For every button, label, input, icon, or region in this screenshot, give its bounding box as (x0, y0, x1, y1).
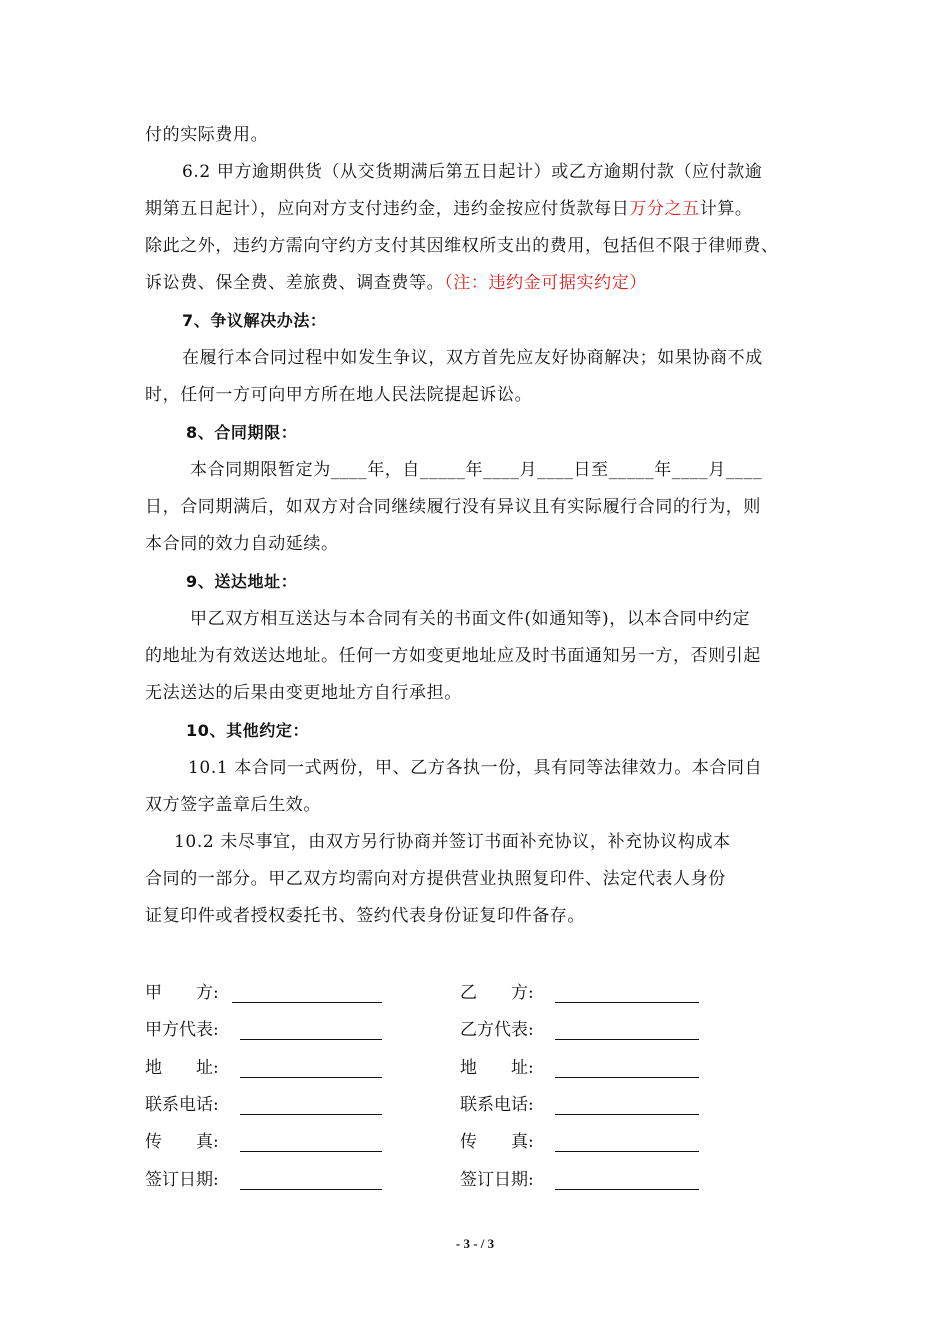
paragraph-line: 10.2 未尽事宜，由双方另行协商并签订书面补充协议，补充协议构成本 (174, 832, 731, 852)
sig-line[interactable] (555, 1002, 699, 1003)
paragraph-line: 双方签字盖章后生效。 (145, 795, 321, 815)
text-run: 期第五日起计），应向对方支付违约金，违约金按应付货款每日 (145, 199, 630, 219)
section-heading: 8、合同期限： (186, 423, 298, 442)
paragraph-line: 付的实际费用。 (145, 125, 269, 145)
paragraph-line (145, 272, 647, 294)
sig-label-party-b-rep: 乙方代表: (460, 1020, 534, 1040)
paragraph-line: 合同的一部分。甲乙双方均需向对方提供营业执照复印件、法定代表人身份 (145, 869, 726, 889)
sig-label-address: 地 址: (145, 1058, 219, 1078)
sig-line[interactable] (555, 1039, 699, 1040)
sig-line[interactable] (555, 1077, 699, 1078)
paragraph-line: 证复印件或者授权委托书、签约代表身份证复印件备存。 (145, 906, 585, 926)
paragraph-line: 甲乙双方相互送达与本合同有关的书面文件(如通知等)，以本合同中约定 (190, 609, 751, 629)
paragraph-line: 本合同的效力自动延续。 (145, 534, 339, 554)
paragraph-line: 日，合同期满后，如双方对合同继续履行没有异议且有实际履行合同的行为，则 (145, 497, 761, 517)
sig-line[interactable] (555, 1114, 699, 1115)
section-heading: 10、其他约定： (186, 721, 310, 740)
paragraph-line: 的地址为有效送达地址。任何一方如变更地址应及时书面通知另一方，否则引起 (145, 646, 761, 666)
sig-label-date: 签订日期: (460, 1170, 534, 1190)
paragraph-line: 无法送达的后果由变更地址方自行承担。 (145, 683, 462, 703)
paragraph-line: 10.1 本合同一式两份，甲、乙方各执一份，具有同等法律效力。本合同自 (188, 758, 763, 778)
text-run: 计算。 (699, 199, 753, 219)
section-heading: 7、争议解决办法： (182, 311, 327, 330)
sig-line[interactable] (555, 1189, 699, 1190)
sig-line[interactable] (240, 1189, 382, 1190)
sig-label-date: 签订日期: (145, 1170, 219, 1190)
sig-line[interactable] (240, 1151, 382, 1152)
paragraph-line: 在履行本合同过程中如发生争议，双方首先应友好协商解决；如果协商不成 (182, 348, 763, 368)
sig-label-phone: 联系电话: (145, 1095, 219, 1115)
sig-label-phone: 联系电话: (460, 1095, 534, 1115)
sig-line[interactable] (555, 1151, 699, 1152)
sig-line[interactable] (240, 1039, 382, 1040)
sig-label-party-a: 甲 方: (145, 983, 219, 1003)
paragraph-line: 除此之外，违约方需向守约方支付其因维权所支出的费用，包括但不限于律师费、 (145, 236, 779, 256)
text-run: 诉讼费、保全费、差旅费、调查费等。 (145, 273, 445, 293)
paragraph-line: 本合同期限暂定为____年，自_____年____月____日至_____年____月____ (190, 460, 763, 480)
sig-line[interactable] (240, 1077, 382, 1078)
section-heading: 9、送达地址： (186, 572, 298, 591)
sig-line[interactable] (240, 1114, 382, 1115)
sig-label-address: 地 址: (460, 1058, 534, 1078)
highlight-text: 万分之五 (629, 199, 700, 219)
sig-label-fax: 传 真: (460, 1132, 534, 1152)
sig-label-party-b: 乙 方: (460, 983, 534, 1003)
note-text: （注：违约金可据实约定） (444, 273, 647, 293)
paragraph-line (145, 198, 753, 220)
paragraph-line: 时，任何一方可向甲方所在地人民法院提起诉讼。 (145, 385, 533, 405)
sig-label-party-a-rep: 甲方代表: (145, 1020, 219, 1040)
sig-line[interactable] (232, 1002, 382, 1003)
page-number: - 3 - / 3 (455, 1236, 495, 1251)
paragraph-line: 6.2 甲方逾期供货（从交货期满后第五日起计）或乙方逾期付款（应付款逾 (182, 162, 763, 182)
sig-label-fax: 传 真: (145, 1132, 219, 1152)
